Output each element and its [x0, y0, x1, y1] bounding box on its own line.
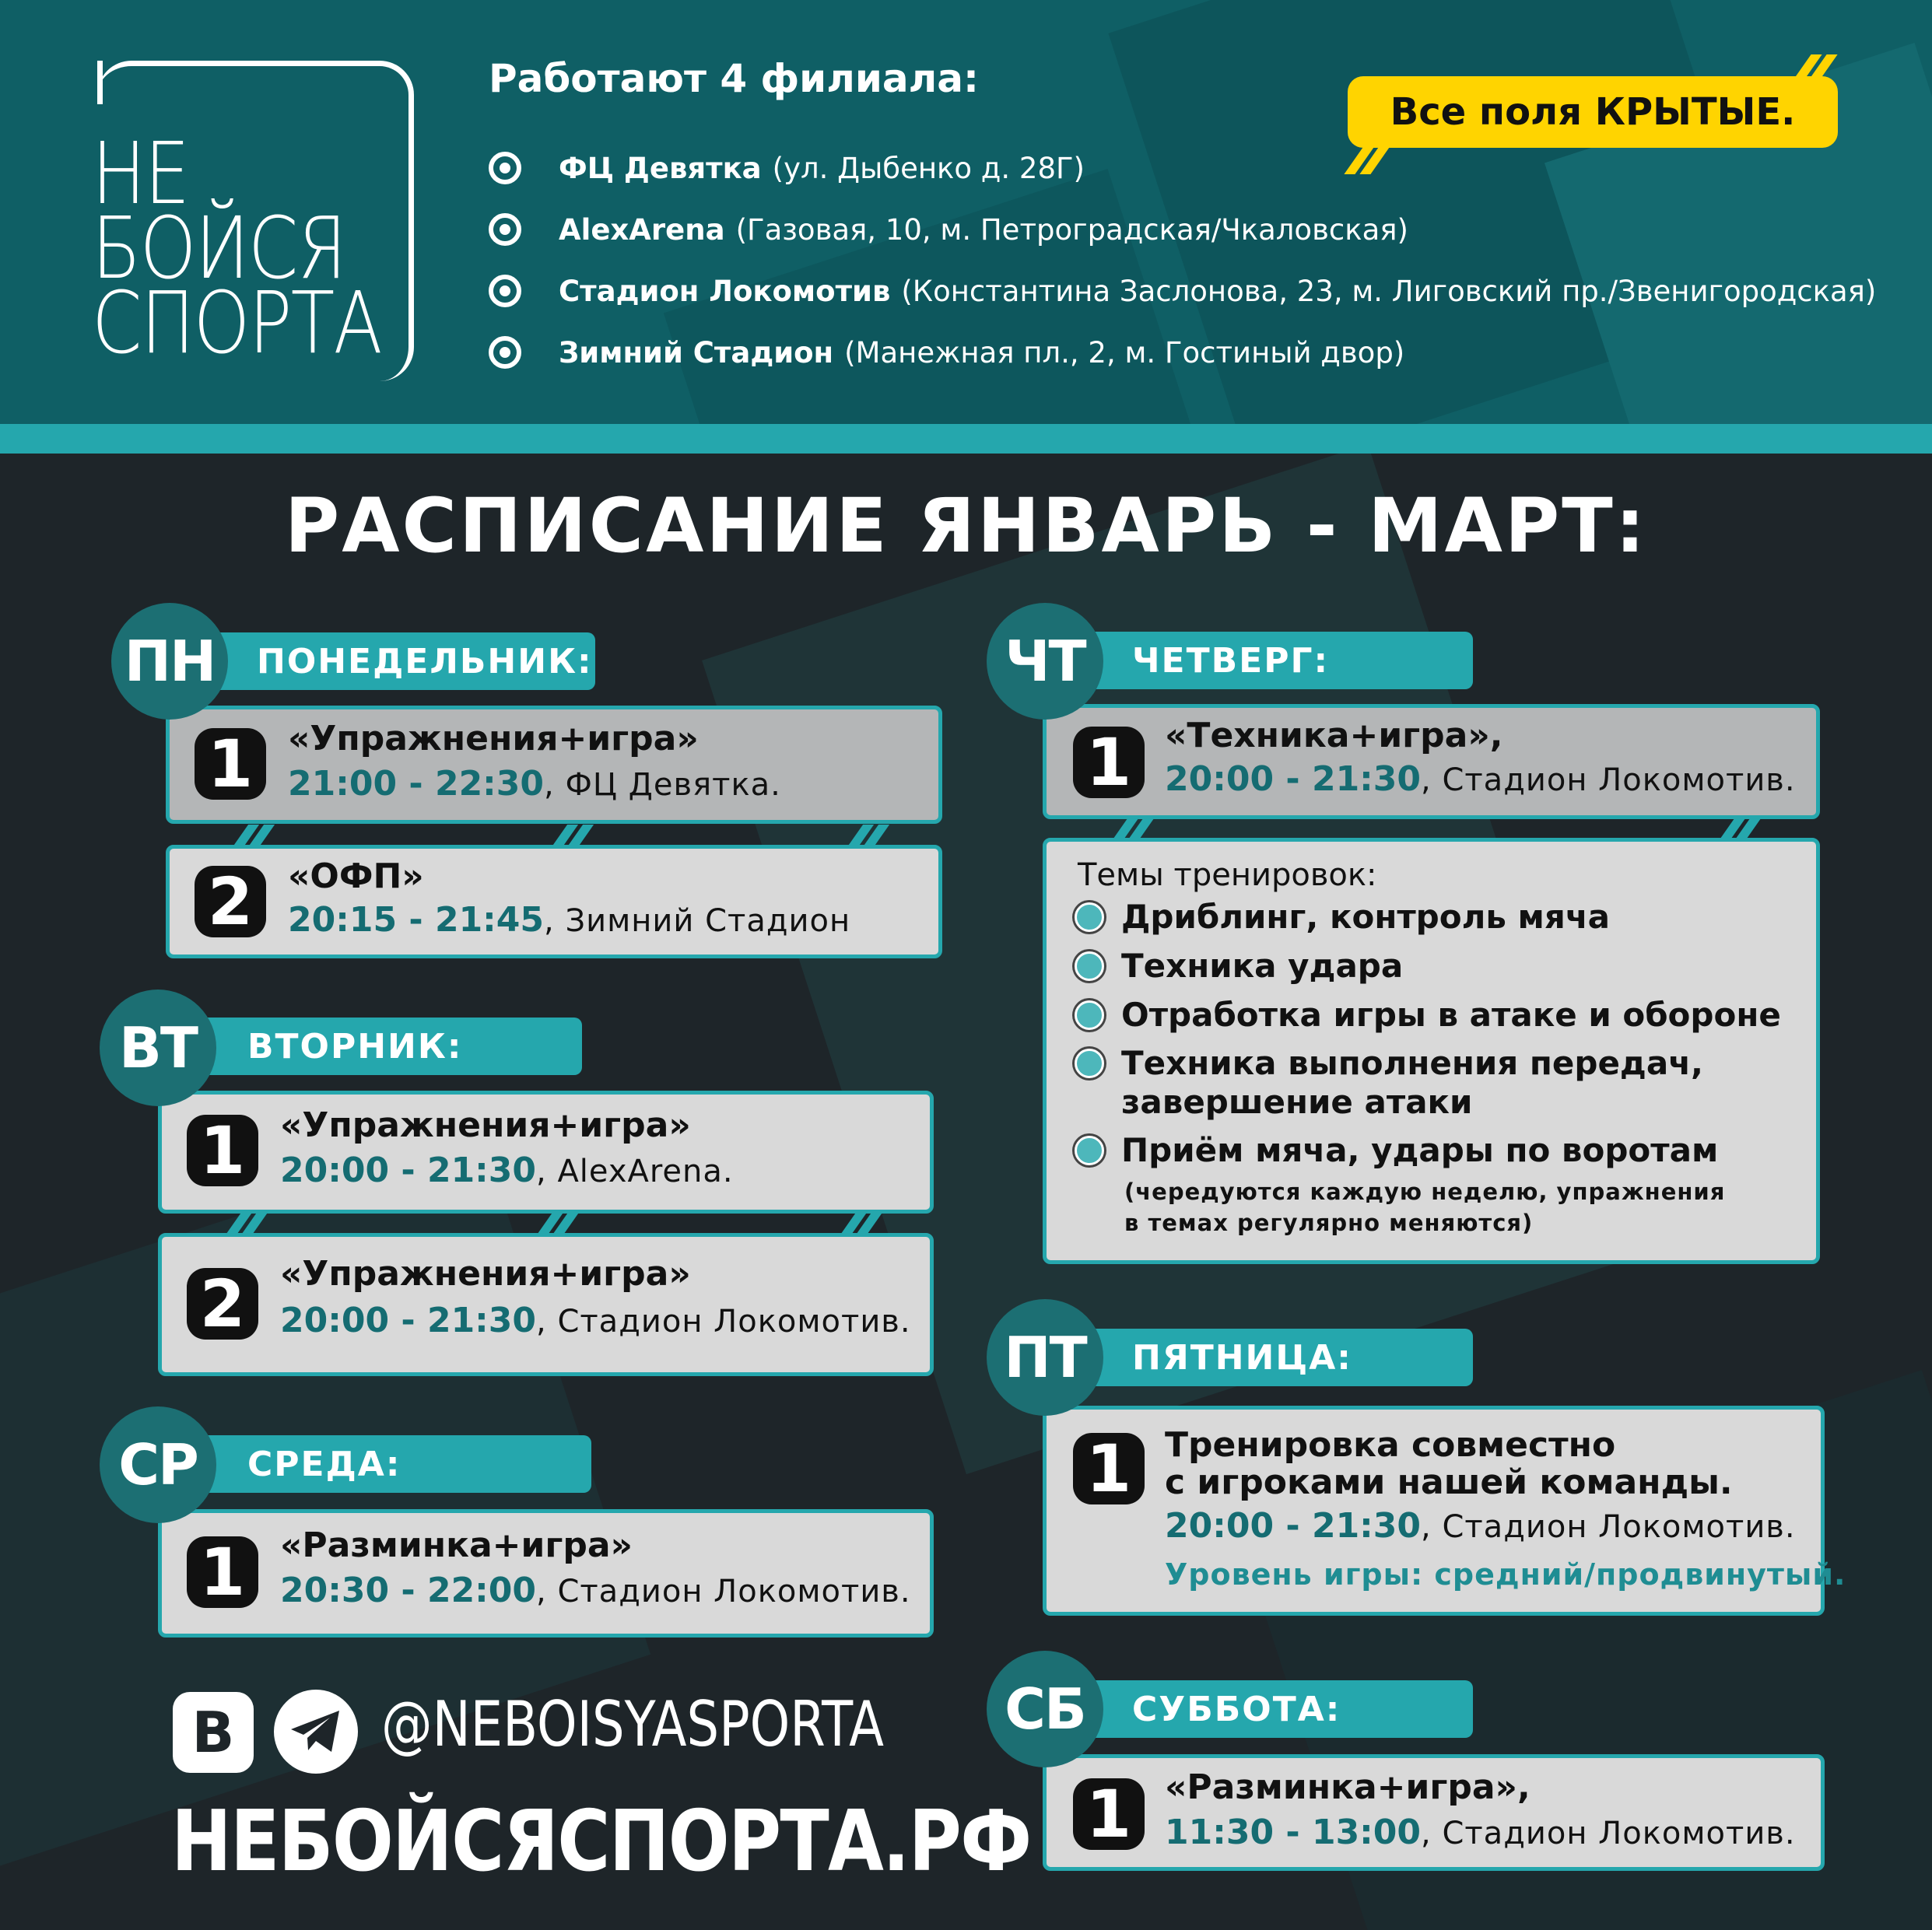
topic-item [1075, 1044, 1703, 1082]
topic-item [1075, 1131, 1718, 1169]
session-place: , Стадион Локомотив. [536, 1574, 911, 1610]
day-abbr-wed: СР [100, 1406, 216, 1523]
session-time: 21:00 - 22:30 [288, 764, 545, 804]
day-abbr-mon: ПН [111, 603, 228, 720]
session-number-icon: 2 [187, 1268, 258, 1340]
day-label-thu: ЧЕТВЕРГ: [1047, 632, 1473, 689]
branch-address: (Газовая, 10, м. Петроградская/Чкаловская) [735, 212, 1408, 247]
session-card [158, 1091, 934, 1214]
logo-line-1: НЕ [92, 124, 189, 223]
session-card [158, 1509, 934, 1638]
radio-bullet-icon [489, 336, 521, 369]
header-divider [0, 424, 1932, 454]
session-title: «Техника+игра», [1165, 716, 1503, 755]
topic-text: Техника выполнения передач, [1121, 1044, 1703, 1082]
session-number-icon: 2 [195, 866, 266, 937]
session-title: «Упражнения+игра» [288, 719, 699, 758]
soccer-ball-icon [1075, 951, 1104, 981]
logo [92, 124, 382, 373]
session-place: , Зимний Стадион [544, 903, 851, 939]
session-time: 20:15 - 21:45 [288, 900, 545, 940]
session-details [280, 1301, 911, 1340]
session-place: , ФЦ Девятка. [544, 767, 781, 803]
session-title: «Упражнения+игра» [280, 1254, 691, 1294]
radio-bullet-icon [489, 213, 521, 246]
social-handle[interactable]: @NEBOISYASPORTA [381, 1688, 884, 1760]
session-place: , Стадион Локомотив. [536, 1304, 911, 1340]
session-number-icon: 1 [187, 1536, 258, 1608]
session-details [1165, 1506, 1796, 1546]
session-title: «Упражнения+игра» [280, 1105, 691, 1145]
day-abbr-fri: ПТ [987, 1299, 1103, 1416]
session-number-icon: 1 [1073, 1433, 1145, 1504]
telegram-plane-icon [289, 1708, 342, 1755]
logo-line-3: СПОРТА [92, 273, 382, 373]
topics-card [1043, 838, 1820, 1264]
telegram-icon[interactable] [274, 1690, 358, 1774]
session-card [1043, 1406, 1846, 1616]
day-label-wed: СРЕДА: [162, 1435, 591, 1493]
topics-note-line-2: в темах регулярно меняются) [1124, 1210, 1534, 1236]
topic-text: Отработка игры в атаке и обороне [1121, 996, 1781, 1034]
soccer-ball-icon [1075, 1000, 1104, 1030]
session-title: «ОФП» [288, 856, 424, 896]
branch-item [489, 145, 1085, 191]
session-place: , Стадион Локомотив. [1421, 762, 1796, 798]
day-label-fri: ПЯТНИЦА: [1047, 1329, 1473, 1386]
session-title: с игроками нашей команды. [1165, 1462, 1733, 1502]
radio-bullet-icon [489, 152, 521, 184]
radio-bullet-icon [489, 275, 521, 307]
session-details [1165, 1813, 1796, 1852]
session-time: 20:30 - 22:00 [280, 1571, 537, 1610]
session-place: , Стадион Локомотив. [1421, 1816, 1796, 1851]
topic-item [1075, 898, 1610, 936]
session-card [166, 706, 942, 824]
soccer-ball-icon [1075, 1049, 1104, 1078]
branch-address: (Константина Заслонова, 23, м. Лиговский пр./Звенигородская) [901, 274, 1877, 308]
branch-name: AlexArena [559, 212, 725, 247]
session-card [158, 1233, 934, 1376]
branches-title: Работают 4 филиала: [489, 56, 979, 101]
session-card [1043, 704, 1820, 819]
session-details [288, 764, 781, 804]
session-details [288, 900, 850, 940]
topics-heading: Темы тренировок: [1078, 857, 1377, 893]
branch-name: ФЦ Девятка [559, 151, 762, 185]
branch-name: Стадион Локомотив [559, 274, 891, 308]
website-link[interactable]: НЕБОЙСЯСПОРТА.РФ [171, 1793, 1031, 1890]
session-time: 20:00 - 21:30 [1165, 759, 1422, 799]
topics-note-line-1: (чередуются каждую неделю, упражнения [1124, 1179, 1726, 1205]
session-title: «Разминка+игра», [1165, 1767, 1531, 1807]
session-number-icon: 1 [1073, 727, 1145, 798]
branch-item [489, 206, 1408, 253]
session-card [166, 845, 942, 958]
session-number-icon: 1 [187, 1115, 258, 1186]
session-place: , AlexArena. [536, 1154, 734, 1189]
vk-icon[interactable]: В [173, 1692, 254, 1773]
session-details [280, 1571, 911, 1610]
topic-text: Дриблинг, контроль мяча [1121, 898, 1611, 936]
schedule-title: РАСПИСАНИЕ ЯНВАРЬ - МАРТ: [284, 482, 1648, 569]
logo-frame-left [97, 61, 103, 104]
session-details [1165, 759, 1796, 799]
branch-address: (Манежная пл., 2, м. Гостиный двор) [844, 335, 1405, 370]
soccer-ball-icon [1075, 902, 1104, 932]
soccer-ball-icon [1075, 1136, 1104, 1165]
topic-item [1075, 996, 1781, 1034]
session-title: Тренировка совместно [1165, 1425, 1616, 1465]
logo-line-2: БОЙСЯ [92, 198, 346, 298]
covered-fields-badge: Все поля КРЫТЫЕ. [1348, 76, 1838, 148]
branch-address: (ул. Дыбенко д. 28Г) [772, 151, 1085, 185]
topic-item [1075, 947, 1403, 985]
branch-name: Зимний Стадион [559, 335, 834, 370]
branch-item [489, 268, 1876, 314]
topic-text-continued: завершение атаки [1121, 1083, 1473, 1121]
session-number-icon: 1 [195, 728, 266, 800]
day-label-mon: ПОНЕДЕЛЬНИК: [171, 632, 595, 690]
session-number-icon: 1 [1073, 1778, 1145, 1850]
topic-text: Техника удара [1121, 947, 1404, 985]
session-details [280, 1151, 734, 1190]
day-abbr-tue: ВТ [100, 990, 216, 1106]
day-label-tue: ВТОРНИК: [162, 1018, 582, 1075]
session-level: Уровень игры: средний/продвинутый. [1165, 1557, 1846, 1592]
day-label-sat: СУББОТА: [1047, 1680, 1473, 1738]
day-abbr-sat: СБ [987, 1651, 1103, 1767]
session-time: 11:30 - 13:00 [1165, 1813, 1422, 1852]
session-time: 20:00 - 21:30 [1165, 1506, 1422, 1546]
session-place: , Стадион Локомотив. [1421, 1509, 1796, 1545]
session-time: 20:00 - 21:30 [280, 1151, 537, 1190]
session-title: «Разминка+игра» [280, 1525, 633, 1565]
session-time: 20:00 - 21:30 [280, 1301, 537, 1340]
topic-text: Приём мяча, удары по воротам [1121, 1131, 1719, 1169]
branch-item [489, 329, 1404, 376]
topics-note [1124, 1176, 1725, 1238]
session-card [1043, 1754, 1825, 1871]
day-abbr-thu: ЧТ [987, 603, 1103, 720]
